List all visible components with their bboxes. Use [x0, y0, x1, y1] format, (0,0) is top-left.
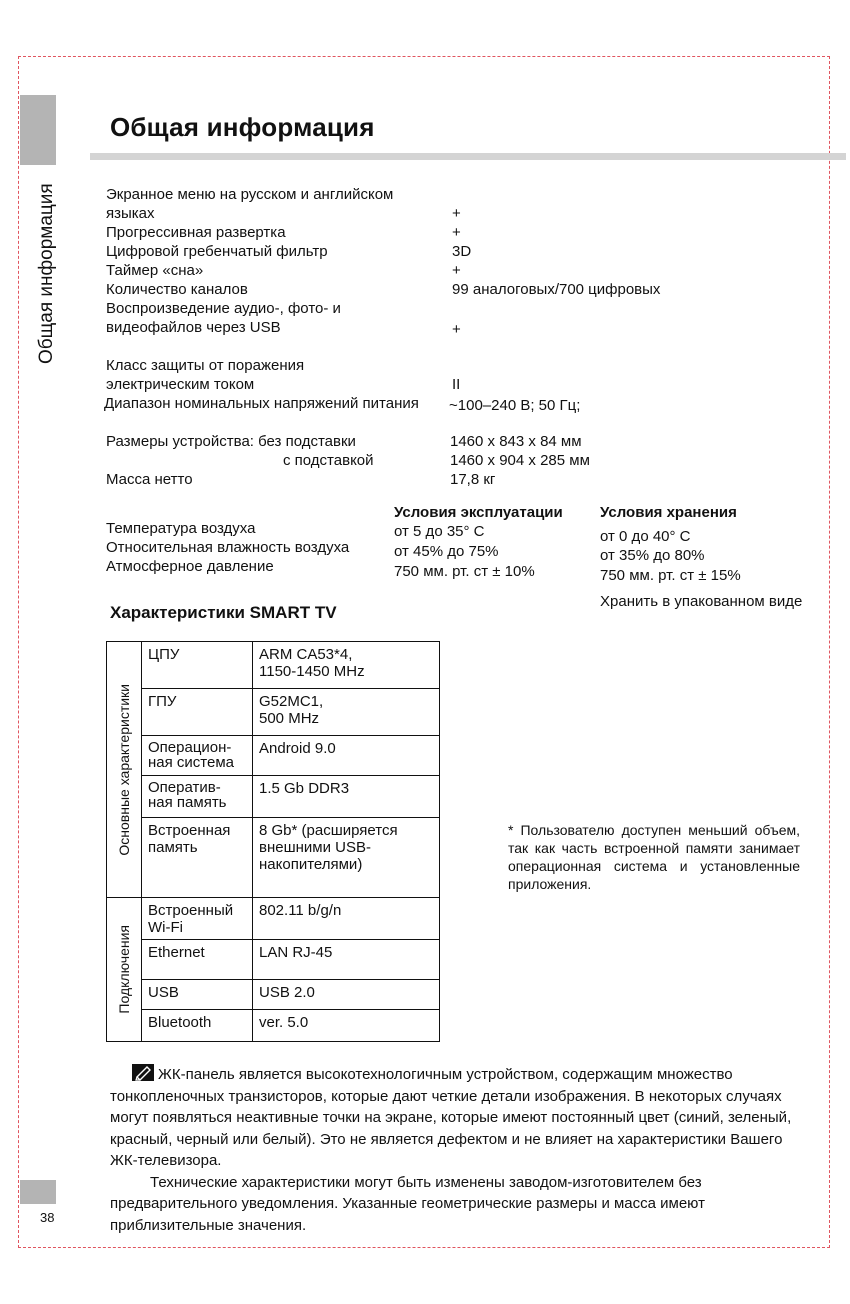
feature-value: +	[452, 205, 461, 222]
group-cell	[107, 898, 142, 1042]
feature-value: +	[452, 321, 461, 338]
feature-value: 99 аналоговых/700 цифровых	[452, 281, 661, 298]
note-paragraph-2: Технические характеристики могут быть изменены заводом-изготовителем без предварительного уведомления. Указанные геометрические размеры и масса имеют приблизительные значения.	[110, 1173, 705, 1234]
table-row	[107, 776, 440, 818]
page-title: Общая информация	[110, 112, 375, 142]
page-number: 38	[40, 1210, 55, 1225]
feature-label: Класс защиты от поражения	[106, 357, 305, 374]
condition-operation: от 45% до 75%	[394, 543, 499, 560]
condition-operation: от 5 до 35° С	[394, 523, 485, 540]
feature-label: Воспроизведение аудио-, фото- и	[106, 300, 341, 317]
value-cell: ver. 5.0	[253, 1010, 440, 1042]
storage-note: Хранить в упакованном виде	[600, 593, 803, 610]
param-cell: Встроенный Wi-Fi	[142, 898, 253, 940]
condition-storage: 750 мм. рт. ст ± 15%	[600, 567, 741, 584]
feature-label: Диапазон номинальных напряжений питания	[104, 395, 419, 412]
value-cell: USB 2.0	[253, 980, 440, 1010]
feature-value: 3D	[452, 243, 472, 260]
value-cell: Android 9.0	[253, 736, 440, 776]
condition-label: Относительная влажность воздуха	[106, 539, 350, 556]
side-section-label: Общая информация	[36, 183, 57, 364]
group-cell	[107, 642, 142, 898]
table-row	[107, 689, 440, 736]
value-cell: 802.11 b/g/n	[253, 898, 440, 940]
header-tab-block	[20, 95, 56, 165]
feature-label: видеофайлов через USB	[106, 319, 281, 336]
param-cell: ГПУ	[142, 689, 253, 736]
feature-label: Экранное меню на русском и английском	[106, 186, 394, 203]
value-cell: LAN RJ-45	[253, 940, 440, 980]
note-pencil-icon	[132, 1064, 154, 1081]
feature-label: Количество каналов	[106, 281, 248, 298]
param-cell: ЦПУ	[142, 642, 253, 689]
table-row	[107, 736, 440, 776]
title-rule	[90, 153, 846, 160]
feature-label: электрическим током	[106, 376, 255, 393]
param-cell: Встроенная память	[142, 818, 253, 898]
table-row	[107, 898, 440, 940]
feature-label: языках	[106, 205, 155, 222]
feature-label: Цифровой гребенчатый фильтр	[106, 243, 328, 260]
value-cell: 1.5 Gb DDR3	[253, 776, 440, 818]
table-row	[107, 980, 440, 1010]
value-cell: G52MC1, 500 MHz	[253, 689, 440, 736]
param-cell: Bluetooth	[142, 1010, 253, 1042]
feature-value: +	[452, 262, 461, 279]
dimensions-label: Размеры устройства: без подставки	[106, 433, 356, 450]
dimensions-value: 1460 х 843 х 84 мм	[450, 433, 582, 450]
value-cell: ARM CA53*4, 1150-1450 MHz	[253, 642, 440, 689]
note-paragraph-1: ЖК-панель является высокотехнологичным устройством, содержащим множество тонкопленочных транзисторов, которые дают четкие детали изображения. В некоторых случаях могут появляться неактивные точки на экране, которые имеют постоянный цвет (синий, зеленый, красный, черный или белый). Это не является дефектом и не влияет на характеристики Вашего ЖК-телевизора.	[110, 1066, 792, 1169]
feature-value: II	[452, 376, 461, 393]
feature-label: Прогрессивная развертка	[106, 224, 286, 241]
param-cell: Оператив- ная память	[142, 776, 253, 818]
mass-value: 17,8 кг	[450, 471, 496, 488]
smart-tv-spec-table	[106, 641, 440, 1042]
condition-storage: от 35% до 80%	[600, 547, 705, 564]
param-cell: Ethernet	[142, 940, 253, 980]
storage-conditions-header: Условия хранения	[600, 504, 737, 521]
condition-label: Атмосферное давление	[106, 558, 274, 575]
memory-footnote: * Пользователю доступен меньший объем, так как часть встроенной памяти занимает операционная система и установленные приложения.	[508, 822, 800, 892]
table-row	[107, 1010, 440, 1042]
dimensions-label-stand: с подставкой	[283, 452, 374, 469]
param-cell: USB	[142, 980, 253, 1010]
condition-storage: от 0 до 40° С	[600, 528, 691, 545]
table-row	[107, 642, 440, 689]
feature-value: ~100–240 В; 50 Гц;	[449, 397, 581, 414]
smart-tv-title: Характеристики SMART TV	[110, 603, 337, 622]
mass-label: Масса нетто	[106, 471, 193, 488]
feature-label: Таймер «сна»	[106, 262, 204, 279]
param-cell: Операцион- ная система	[142, 736, 253, 776]
table-row	[107, 940, 440, 980]
condition-operation: 750 мм. рт. ст ± 10%	[394, 563, 535, 580]
operation-conditions-header: Условия эксплуатации	[394, 504, 563, 521]
footer-tab-block	[20, 1180, 56, 1204]
condition-label: Температура воздуха	[106, 520, 256, 537]
value-cell: 8 Gb* (расширяется внешними USB- накопителями)	[253, 818, 440, 898]
dimensions-value-stand: 1460 х 904 х 285 мм	[450, 452, 590, 469]
feature-value: +	[452, 224, 461, 241]
group-label: Основные характеристики	[115, 683, 132, 856]
table-row	[107, 818, 440, 898]
group-label: Подключения	[115, 925, 132, 1014]
lcd-note	[110, 1064, 802, 1236]
